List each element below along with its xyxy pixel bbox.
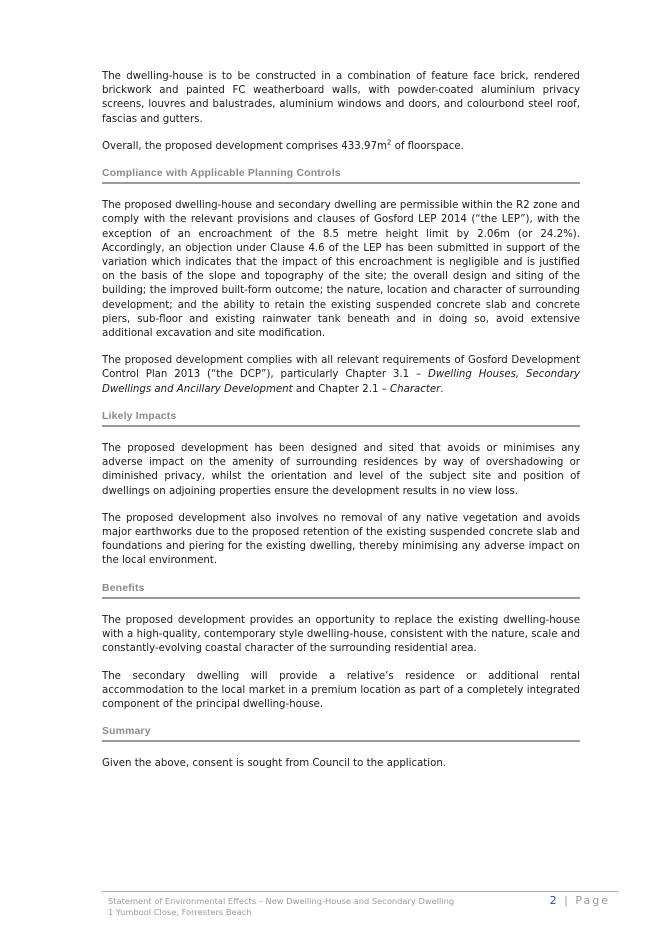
document-body bbox=[102, 70, 580, 785]
page-separator: | bbox=[558, 894, 576, 907]
footer-document-info bbox=[108, 896, 454, 918]
impacts-paragraph-1: The proposed development has been designed and sited that avoids or minimises any adverse impact on the amenity of surrounding residences by way of overshadowing or diminished privacy, whilst the orientation and level of the subject site and position of dwellings on adjoining properties ensure the development results in no view loss. bbox=[102, 443, 580, 497]
section-heading-summary: Summary bbox=[102, 725, 580, 742]
page-number: 2 bbox=[549, 894, 559, 907]
section-heading-benefits: Benefits bbox=[102, 582, 580, 599]
benefits-paragraph-1: The proposed development provides an opportunity to replace the existing dwelling-house with a high-quality, contemporary style dwelling-house, consistent with the nature, scale and constantly-evolving coastal character of the surrounding residential area. bbox=[102, 614, 580, 655]
section-heading-compliance: Compliance with Applicable Planning Controls bbox=[102, 167, 580, 184]
dcp-chapter-title-2: Character bbox=[390, 383, 441, 395]
dcp-chapter-title: Dwelling Houses, Secondary Dwellings and Ancillary Development bbox=[102, 369, 580, 395]
impacts-paragraph-2: The proposed development also involves no removal of any native vegetation and avoids major earthworks due to the proposed retention of the existing suspended concrete slab and foundations and piering for the existing dwelling, thereby minimising any adverse impact on the local environment. bbox=[102, 512, 580, 567]
superscript: 2 bbox=[386, 138, 392, 147]
page-footer bbox=[102, 891, 618, 917]
compliance-paragraph: The proposed dwelling-house and secondary dwelling are permissible within the R2 zone and comply with the relevant provisions and clauses of Gosford LEP 2014 (“the LEP”), with the exception of an encroachment of the 8.5 metre height limit by 2.06m (or 24.2%). Accordingly, an objection under Clause 4.6 of the LEP has been submitted in support of the variation which indicates that the impact of this encroachment is negligible and is justified on the basis of the slope and topography of the site; the overall design and siting of the building; the improved built-form outcome; the nature, location and character of surrounding development; and the ability to retain the existing suspended concrete slab and concrete piers, sub-floor and existing rainwater tank beneath and in doing so, avoid extensive additional excavation and site modification. bbox=[102, 200, 580, 340]
dcp-text-2: and Chapter 2.1 – bbox=[292, 383, 390, 395]
benefits-paragraph-2: The secondary dwelling will provide a relative’s residence or additional rental accommodation to the local market in a premium location as part of a completely integrated component of the principal dwelling-house. bbox=[102, 670, 580, 710]
floorspace-text-end: of floorspace. bbox=[391, 140, 464, 152]
section-heading-impacts: Likely Impacts bbox=[102, 410, 580, 427]
intro-paragraph: The dwelling-house is to be constructed in a combination of feature face brick, rendered brickwork and painted FC weatherboard walls, with powder-coated aluminium privacy screens, louvres and balustrades, aluminium windows and doors, and colourbond steel roof, fascias and gutters. bbox=[102, 71, 580, 125]
dcp-paragraph bbox=[102, 354, 580, 397]
footer-page-indicator bbox=[550, 894, 610, 907]
footer-title: Statement of Environmental Effects – New Dwelling-House and Secondary Dwelling bbox=[108, 896, 455, 906]
summary-paragraph: Given the above, consent is sought from Council to the application. bbox=[102, 758, 447, 770]
floorspace-text: Overall, the proposed development comprises 433.97m bbox=[102, 140, 387, 152]
dcp-text-1: The proposed development complies with all relevant requirements of Gosford Development Control Plan 2013 (“the DCP”), particularly Chapter 3.1 – bbox=[102, 355, 580, 381]
floorspace-paragraph bbox=[102, 140, 580, 154]
footer-address: 1 Yumbool Close, Forresters Beach bbox=[108, 907, 252, 917]
page-label: Page bbox=[575, 894, 610, 907]
dcp-text-3: . bbox=[440, 383, 444, 395]
